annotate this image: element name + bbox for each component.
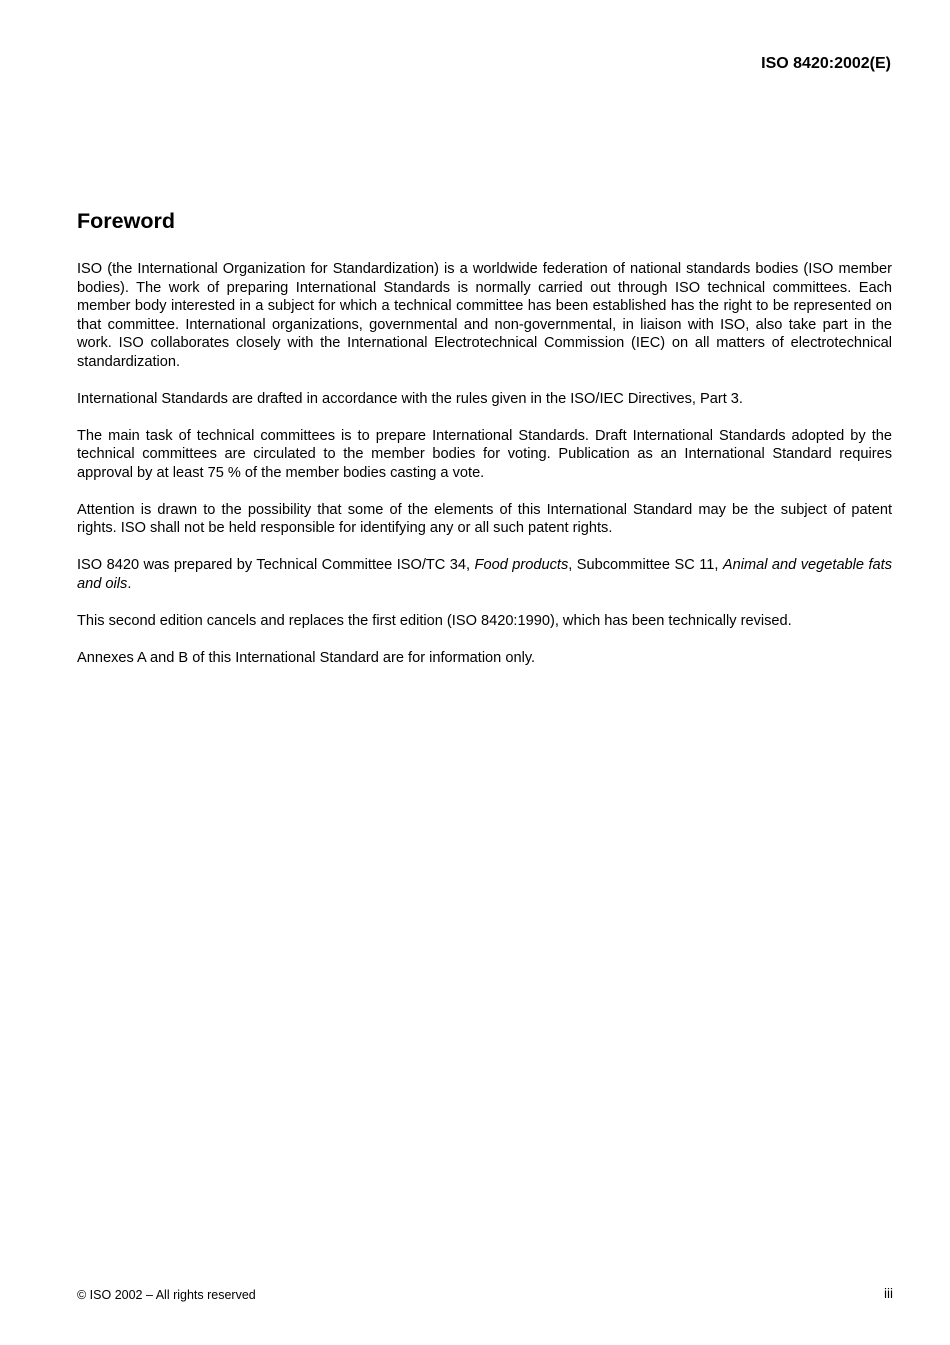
paragraph-annexes: Annexes A and B of this International Standard are for information only.	[77, 649, 536, 666]
document-id: ISO 8420:2002(E)	[761, 55, 891, 72]
foreword-body	[77, 260, 892, 686]
paragraph-prepared-by	[77, 556, 892, 593]
footer-page-number: iii	[884, 1286, 893, 1301]
committee-name: Food products	[474, 557, 569, 573]
paragraph-patent-rights: Attention is drawn to the possibility that some of the elements of this International Standard may be the subject of patent rights. ISO shall not be held responsible for identifying any or all such patent rights.	[77, 501, 892, 536]
paragraph-directives: International Standards are drafted in accordance with the rules given in the ISO/IEC Directives, Part 3.	[77, 390, 743, 407]
prepared-by-text-2: , Subcommittee SC 11,	[568, 557, 723, 573]
footer-copyright: © ISO 2002 – All rights reserved	[77, 1288, 256, 1302]
subcommittee-name: Animal and vegetable fats and oils	[77, 557, 893, 592]
page-title: Foreword	[77, 209, 175, 233]
paragraph-committee-task: The main task of technical committees is to prepare International Standards. Draft International Standards adopted by the technical committees are circulated to the member bodies for voting. Publication as an International Standard requires approval by at least 75 % of the member bodies casting a vote.	[77, 427, 892, 481]
paragraph-edition: This second edition cancels and replaces the first edition (ISO 8420:1990), which has been technically revised.	[77, 612, 792, 629]
prepared-by-text-3: .	[127, 575, 132, 592]
prepared-by-text-1: ISO 8420 was prepared by Technical Committee ISO/TC 34,	[77, 557, 475, 573]
paragraph-iso-overview: ISO (the International Organization for Standardization) is a worldwide federation of national standards bodies (ISO member bodies). The work of preparing International Standards is normally carried out through ISO technical committees. Each member body interested in a subject for which a technical committee has been established has the right to be represented on that committee. International organizations, governmental and non-governmental, in liaison with ISO, also take part in the work. ISO collaborates closely with the International Electrotechnical Commission (IEC) on all matters of electrotechnical standardization.	[77, 261, 892, 370]
